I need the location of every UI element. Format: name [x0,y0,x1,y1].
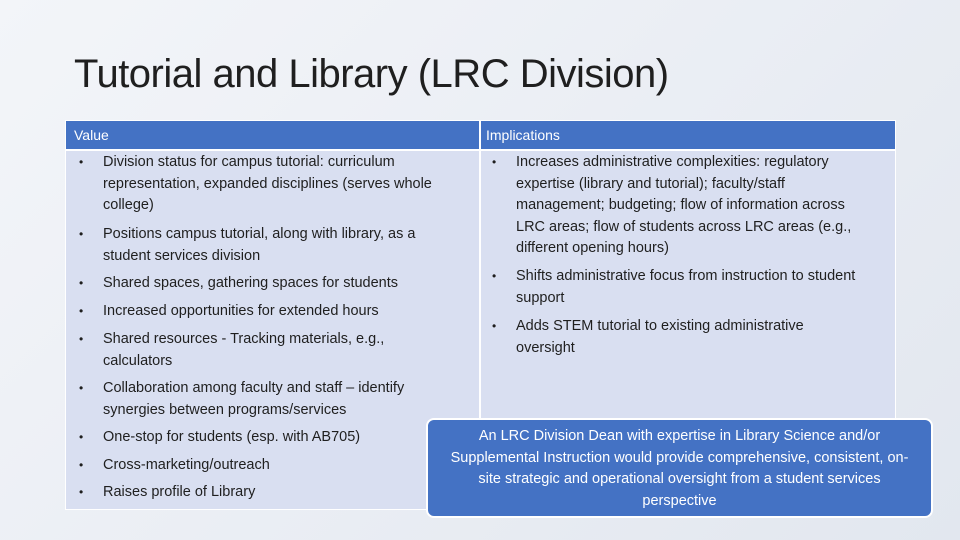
value-item: • Shared spaces, gathering spaces for students [73,273,453,295]
value-item: • Raises profile of Library [73,482,453,504]
bullet-icon: • [492,269,497,283]
bullet-icon: • [79,430,84,444]
bullet-icon: • [492,319,497,333]
header-implications: Implications [486,127,560,143]
bullet-icon: • [79,304,84,318]
bullet-icon: • [492,155,497,169]
value-item: • Increased opportunities for extended hours [73,301,453,323]
value-item: • Positions campus tutorial, along with library, as a student services division [79,226,416,264]
bullet-icon: • [79,227,84,241]
bullet-icon: • [79,485,84,499]
dean-callout-box: An LRC Division Dean with expertise in Library Science and/or Supplemental Instruction would provide comprehensive, consistent, on-site strategic and operational oversight from a student services perspective [426,418,933,518]
bullet-icon: • [79,381,84,395]
bullet-icon: • [79,276,84,290]
value-item: • Cross-marketing/outreach [73,455,453,477]
bullet-icon: • [79,155,84,169]
implication-item: • Shifts administrative focus from instruction to student support [492,268,856,306]
value-item: • Collaboration among faculty and staff – identify synergies between programs/services [79,380,405,418]
value-item: • Shared resources - Tracking materials, e.g., calculators [79,331,385,369]
implication-item: • Adds STEM tutorial to existing administrative oversight [492,318,804,356]
bullet-icon: • [79,458,84,472]
implication-item: • Increases administrative complexities: regulatory expertise (library and tutorial); faculty/staff management; budgeting; flow of information across LRC areas; flow of students across LRC areas (e.g., different opening hours) [492,154,852,256]
value-item: • One-stop for students (esp. with AB705) [73,427,453,449]
value-item: • Division status for campus tutorial: curriculum representation, expanded disciplines (serves whole college) [79,154,432,213]
bullet-icon: • [79,332,84,346]
header-value: Value [74,127,109,143]
slide-title: Tutorial and Library (LRC Division) [74,52,669,96]
